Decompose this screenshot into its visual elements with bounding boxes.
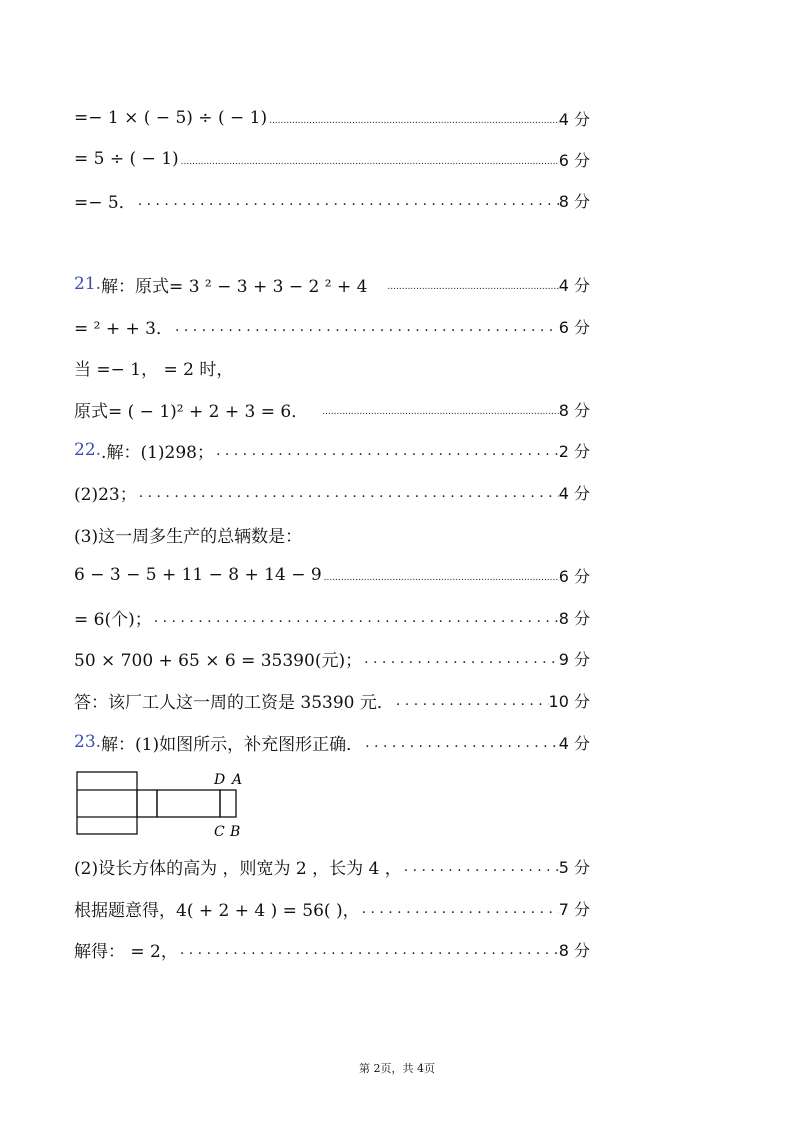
score: 4 分 xyxy=(558,109,590,129)
expression: 解：原式= 3 ² − 3 + 3 − 2 ² + 4 xyxy=(101,276,368,297)
score: 2 分 xyxy=(558,441,590,461)
question-21-line xyxy=(74,269,590,299)
expression: (2)23； xyxy=(74,484,137,505)
dot-leader xyxy=(178,939,559,959)
expression: .解：(1)298； xyxy=(101,442,214,463)
dot-leader xyxy=(267,108,559,128)
dot-leader xyxy=(137,482,559,502)
dot-leader xyxy=(322,565,559,585)
expression: 当 =− 1， = 2 时， xyxy=(74,359,234,380)
question-number: 23. xyxy=(74,732,102,752)
score: 8 分 xyxy=(558,608,590,628)
net-face-added xyxy=(220,790,236,817)
dot-leader xyxy=(179,149,559,169)
expression: = 6(个)； xyxy=(74,609,152,630)
score: 8 分 xyxy=(558,400,590,420)
dot-leader xyxy=(385,274,558,294)
expression: (2)设长方体的高为 ，则宽为 2 ，长为 4 ， xyxy=(74,858,402,879)
score: 4 分 xyxy=(558,733,590,753)
dot-leader xyxy=(320,399,559,419)
expression: 答：该厂工人这一周的工资是 35390 元． xyxy=(74,692,394,713)
score: 5 分 xyxy=(558,857,590,877)
expression: 根据题意得，4( + 2 + 4 ) = 56( )， xyxy=(74,900,360,921)
dot-leader xyxy=(363,732,559,752)
dot-leader xyxy=(362,648,559,668)
solution-line xyxy=(74,519,590,549)
score: 4 分 xyxy=(558,483,590,503)
score: 8 分 xyxy=(558,191,590,211)
solution-line xyxy=(74,934,590,964)
question-22-line xyxy=(74,435,590,465)
score: 6 分 xyxy=(558,150,590,170)
net-face-left xyxy=(77,772,137,834)
solution-line xyxy=(74,144,590,174)
question-23-line xyxy=(74,727,590,757)
cuboid-net-figure xyxy=(76,770,246,840)
solution-line xyxy=(74,185,590,215)
expression: 原式= ( − 1)² + 2 + 3 = 6． xyxy=(74,401,309,422)
dot-leader xyxy=(360,898,559,918)
solution-line xyxy=(74,394,590,424)
score: 6 分 xyxy=(558,566,590,586)
expression: (3)这一周多生产的总辆数是： xyxy=(74,526,303,547)
page-footer: 第 2页，共 4页 xyxy=(359,1062,435,1075)
expression: =− 1 × ( − 5) ÷ ( − 1) xyxy=(74,108,268,128)
dot-leader xyxy=(136,190,559,210)
expression: 解得： = 2， xyxy=(74,941,178,962)
expression: =− 5． xyxy=(74,192,136,213)
dot-leader xyxy=(214,440,559,460)
label-c: C xyxy=(214,824,225,840)
expression: 50 × 700 + 65 × 6 = 35390(元)； xyxy=(74,650,363,671)
solution-line xyxy=(74,602,590,632)
score: 7 分 xyxy=(558,899,590,919)
question-number: 21. xyxy=(74,274,102,294)
dot-leader xyxy=(402,856,559,876)
net-face xyxy=(137,790,157,817)
label-a: A xyxy=(232,772,243,788)
expression: 6 − 3 − 5 + 11 − 8 + 14 − 9 xyxy=(74,565,322,585)
dot-leader xyxy=(394,690,549,710)
expression: = ² + + 3． xyxy=(74,318,173,339)
dot-leader xyxy=(173,316,559,336)
solution-line xyxy=(74,311,590,341)
score: 8 分 xyxy=(558,940,590,960)
expression: = 5 ÷ ( − 1) xyxy=(74,149,179,169)
solution-line xyxy=(74,560,590,590)
expression: 解：(1)如图所示，补充图形正确． xyxy=(101,734,364,755)
solution-line xyxy=(74,851,590,881)
net-face xyxy=(157,790,220,817)
score: 9 分 xyxy=(558,649,590,669)
question-number: 22. xyxy=(74,440,102,460)
solution-line xyxy=(74,103,590,133)
dot-leader xyxy=(152,607,559,627)
label-b: B xyxy=(230,824,241,840)
score: 4 分 xyxy=(558,275,590,295)
score: 6 分 xyxy=(558,317,590,337)
solution-line xyxy=(74,893,590,923)
solution-line xyxy=(74,643,590,673)
score: 10 分 xyxy=(548,691,590,711)
label-d: D xyxy=(214,772,226,788)
solution-line xyxy=(74,685,590,715)
solution-line xyxy=(74,477,590,507)
solution-line xyxy=(74,352,590,382)
